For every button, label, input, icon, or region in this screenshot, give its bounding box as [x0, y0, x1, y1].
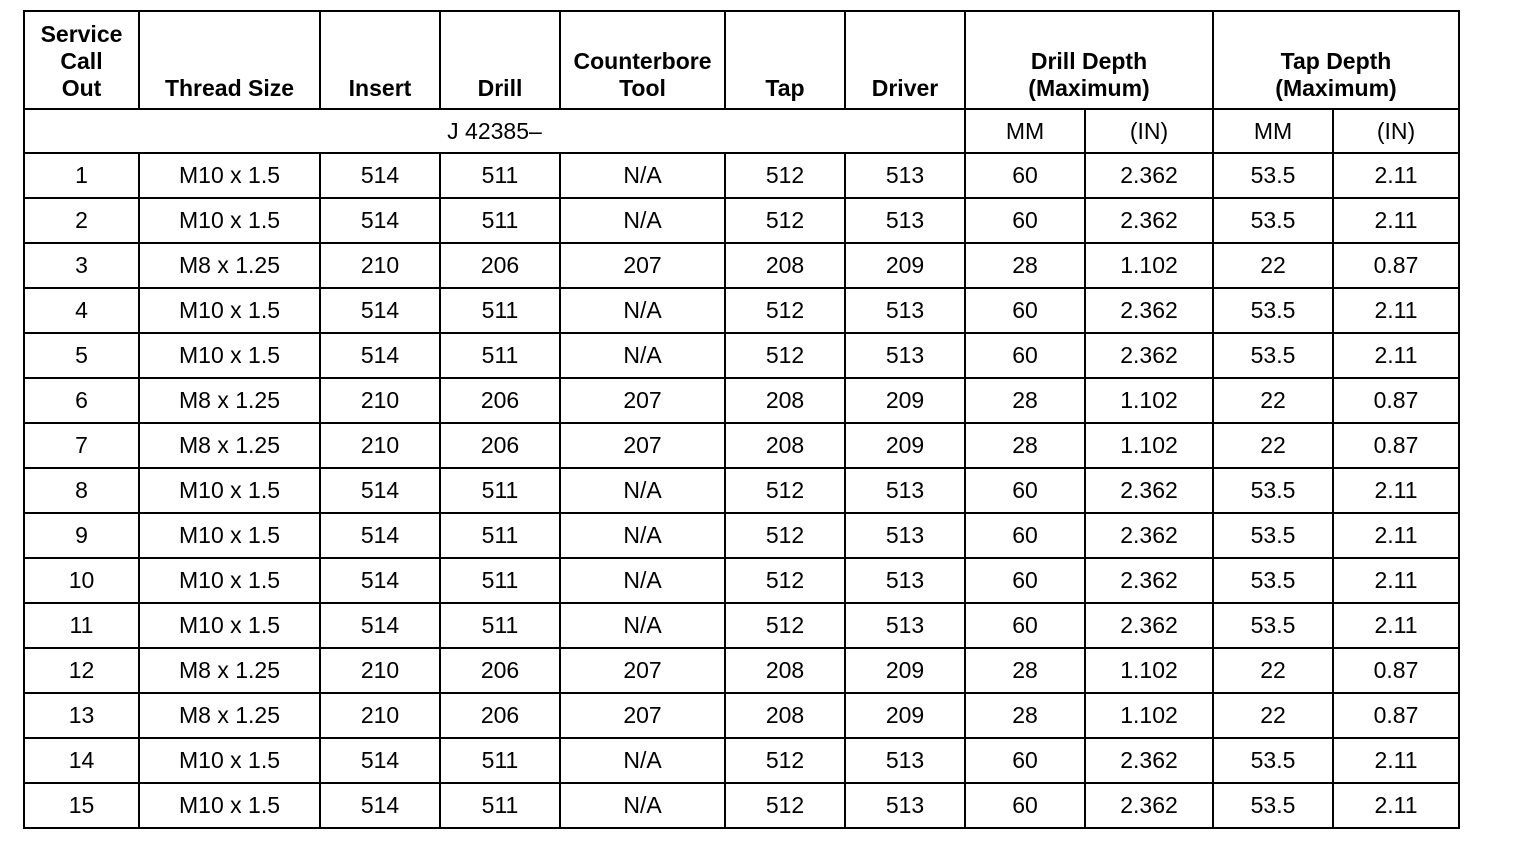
cell-drill-depth-in: 1.102 [1085, 648, 1213, 693]
cell-thread-size: M10 x 1.5 [139, 558, 320, 603]
cell-tap-depth-mm: 22 [1213, 693, 1333, 738]
cell-drill-depth-in: 1.102 [1085, 423, 1213, 468]
cell-drill: 206 [440, 693, 560, 738]
cell-drill-depth-mm: 60 [965, 288, 1085, 333]
cell-tap: 512 [725, 198, 845, 243]
cell-counterbore-tool: N/A [560, 153, 725, 198]
cell-driver: 513 [845, 603, 965, 648]
cell-insert: 514 [320, 603, 440, 648]
table-row [24, 603, 1459, 648]
cell-service-call-out: 7 [24, 423, 139, 468]
cell-thread-size: M10 x 1.5 [139, 333, 320, 378]
cell-drill-depth-in: 2.362 [1085, 288, 1213, 333]
cell-tap-depth-mm: 22 [1213, 243, 1333, 288]
cell-tap-depth-in: 2.11 [1333, 153, 1459, 198]
cell-drill-depth-mm: 28 [965, 378, 1085, 423]
table-row [24, 513, 1459, 558]
cell-tap-depth-in: 0.87 [1333, 378, 1459, 423]
table-row [24, 783, 1459, 828]
cell-drill-depth-in: 1.102 [1085, 693, 1213, 738]
cell-driver: 209 [845, 423, 965, 468]
cell-counterbore-tool: N/A [560, 513, 725, 558]
cell-drill-depth-mm: 60 [965, 513, 1085, 558]
cell-drill: 206 [440, 423, 560, 468]
cell-drill-depth-in: 2.362 [1085, 558, 1213, 603]
cell-counterbore-tool: N/A [560, 333, 725, 378]
cell-tap-depth-in: 2.11 [1333, 603, 1459, 648]
cell-thread-size: M8 x 1.25 [139, 243, 320, 288]
cell-thread-size: M10 x 1.5 [139, 603, 320, 648]
header-insert: Insert [320, 11, 440, 109]
cell-thread-size: M10 x 1.5 [139, 468, 320, 513]
cell-thread-size: M10 x 1.5 [139, 153, 320, 198]
tap-depth-mm-label: MM [1213, 109, 1333, 153]
cell-driver: 513 [845, 783, 965, 828]
header-service-call-out [24, 11, 139, 109]
table-row [24, 648, 1459, 693]
cell-insert: 514 [320, 333, 440, 378]
cell-service-call-out: 1 [24, 153, 139, 198]
cell-insert: 514 [320, 783, 440, 828]
cell-tap-depth-in: 0.87 [1333, 423, 1459, 468]
cell-thread-size: M10 x 1.5 [139, 513, 320, 558]
cell-driver: 209 [845, 378, 965, 423]
header-service-line-3: Out [61, 75, 102, 101]
table-row [24, 738, 1459, 783]
cell-tap: 512 [725, 738, 845, 783]
cell-driver: 513 [845, 468, 965, 513]
cell-tap-depth-mm: 53.5 [1213, 153, 1333, 198]
header-drill: Drill [440, 11, 560, 109]
cell-service-call-out: 4 [24, 288, 139, 333]
cell-tap-depth-in: 2.11 [1333, 783, 1459, 828]
cell-insert: 514 [320, 558, 440, 603]
cell-drill-depth-in: 2.362 [1085, 198, 1213, 243]
cell-tap-depth-in: 2.11 [1333, 333, 1459, 378]
cell-tap-depth-mm: 22 [1213, 648, 1333, 693]
cell-driver: 513 [845, 198, 965, 243]
cell-drill: 511 [440, 333, 560, 378]
cell-counterbore-tool: 207 [560, 648, 725, 693]
table-row [24, 243, 1459, 288]
cell-drill-depth-in: 2.362 [1085, 468, 1213, 513]
cell-service-call-out: 2 [24, 198, 139, 243]
cell-driver: 513 [845, 558, 965, 603]
cell-counterbore-tool: N/A [560, 558, 725, 603]
cell-service-call-out: 10 [24, 558, 139, 603]
cell-driver: 209 [845, 243, 965, 288]
header-tap: Tap [725, 11, 845, 109]
subheader-row [24, 109, 1459, 153]
cell-counterbore-tool: 207 [560, 378, 725, 423]
header-row [24, 11, 1459, 109]
cell-service-call-out: 11 [24, 603, 139, 648]
header-tap-depth-line-1: Tap Depth [1280, 48, 1392, 74]
header-counterbore-line-2: Tool [619, 75, 666, 101]
thread-repair-tool-table [23, 10, 1460, 829]
drill-depth-mm-label: MM [965, 109, 1085, 153]
cell-tap: 512 [725, 513, 845, 558]
cell-counterbore-tool: N/A [560, 603, 725, 648]
cell-thread-size: M8 x 1.25 [139, 648, 320, 693]
cell-driver: 513 [845, 333, 965, 378]
cell-drill: 511 [440, 288, 560, 333]
cell-drill: 511 [440, 153, 560, 198]
cell-tap: 208 [725, 693, 845, 738]
cell-thread-size: M8 x 1.25 [139, 378, 320, 423]
table-row [24, 333, 1459, 378]
table-container [23, 10, 1460, 829]
cell-counterbore-tool: 207 [560, 423, 725, 468]
cell-tap-depth-mm: 53.5 [1213, 288, 1333, 333]
table-row [24, 468, 1459, 513]
cell-drill: 511 [440, 783, 560, 828]
cell-tap-depth-mm: 53.5 [1213, 513, 1333, 558]
cell-service-call-out: 3 [24, 243, 139, 288]
cell-tap-depth-in: 2.11 [1333, 198, 1459, 243]
header-drill-depth [965, 11, 1213, 109]
header-counterbore-tool [560, 11, 725, 109]
cell-tap-depth-in: 0.87 [1333, 693, 1459, 738]
cell-tap-depth-in: 0.87 [1333, 243, 1459, 288]
header-tap-depth [1213, 11, 1459, 109]
cell-tap-depth-mm: 22 [1213, 423, 1333, 468]
cell-tap: 512 [725, 558, 845, 603]
cell-drill-depth-mm: 28 [965, 648, 1085, 693]
cell-insert: 514 [320, 513, 440, 558]
cell-tap: 512 [725, 288, 845, 333]
table-row [24, 558, 1459, 603]
cell-tap-depth-mm: 53.5 [1213, 603, 1333, 648]
cell-thread-size: M10 x 1.5 [139, 288, 320, 333]
cell-driver: 513 [845, 738, 965, 783]
cell-insert: 210 [320, 378, 440, 423]
cell-tap-depth-mm: 53.5 [1213, 738, 1333, 783]
tool-prefix: J 42385– [24, 109, 965, 153]
cell-tap-depth-in: 2.11 [1333, 468, 1459, 513]
table-row [24, 288, 1459, 333]
cell-tap-depth-in: 2.11 [1333, 738, 1459, 783]
cell-drill: 206 [440, 648, 560, 693]
cell-drill-depth-in: 2.362 [1085, 603, 1213, 648]
cell-counterbore-tool: 207 [560, 243, 725, 288]
cell-driver: 209 [845, 693, 965, 738]
header-counterbore-line-1: Counterbore [573, 48, 712, 74]
cell-drill: 206 [440, 378, 560, 423]
cell-drill-depth-in: 2.362 [1085, 153, 1213, 198]
cell-service-call-out: 6 [24, 378, 139, 423]
cell-drill-depth-mm: 60 [965, 558, 1085, 603]
header-drill-depth-line-1: Drill Depth [1030, 48, 1148, 74]
cell-insert: 210 [320, 423, 440, 468]
cell-thread-size: M8 x 1.25 [139, 423, 320, 468]
cell-drill-depth-mm: 60 [965, 738, 1085, 783]
table-row [24, 378, 1459, 423]
cell-drill: 206 [440, 243, 560, 288]
cell-tap-depth-mm: 53.5 [1213, 468, 1333, 513]
cell-tap: 512 [725, 153, 845, 198]
cell-insert: 514 [320, 468, 440, 513]
cell-drill-depth-in: 1.102 [1085, 378, 1213, 423]
cell-driver: 209 [845, 648, 965, 693]
header-driver: Driver [845, 11, 965, 109]
cell-counterbore-tool: N/A [560, 198, 725, 243]
cell-drill: 511 [440, 603, 560, 648]
cell-insert: 514 [320, 198, 440, 243]
cell-drill-depth-in: 2.362 [1085, 513, 1213, 558]
table-row [24, 693, 1459, 738]
cell-drill: 511 [440, 513, 560, 558]
cell-tap-depth-mm: 53.5 [1213, 333, 1333, 378]
header-service-line-2: Call [60, 48, 103, 74]
cell-drill: 511 [440, 738, 560, 783]
cell-service-call-out: 15 [24, 783, 139, 828]
cell-tap-depth-mm: 22 [1213, 378, 1333, 423]
cell-drill-depth-mm: 60 [965, 603, 1085, 648]
cell-drill: 511 [440, 558, 560, 603]
table-row [24, 423, 1459, 468]
cell-tap: 208 [725, 648, 845, 693]
cell-tap: 208 [725, 243, 845, 288]
cell-counterbore-tool: N/A [560, 738, 725, 783]
table-row [24, 198, 1459, 243]
cell-insert: 210 [320, 693, 440, 738]
cell-thread-size: M10 x 1.5 [139, 198, 320, 243]
cell-drill-depth-mm: 60 [965, 333, 1085, 378]
cell-drill-depth-in: 2.362 [1085, 783, 1213, 828]
cell-drill-depth-in: 2.362 [1085, 738, 1213, 783]
cell-tap-depth-in: 2.11 [1333, 288, 1459, 333]
cell-drill-depth-in: 1.102 [1085, 243, 1213, 288]
cell-tap-depth-in: 2.11 [1333, 558, 1459, 603]
cell-drill: 511 [440, 468, 560, 513]
cell-drill-depth-in: 2.362 [1085, 333, 1213, 378]
cell-insert: 210 [320, 648, 440, 693]
cell-counterbore-tool: N/A [560, 783, 725, 828]
table-row [24, 153, 1459, 198]
cell-drill-depth-mm: 60 [965, 783, 1085, 828]
cell-tap-depth-mm: 53.5 [1213, 783, 1333, 828]
cell-service-call-out: 13 [24, 693, 139, 738]
cell-tap: 208 [725, 423, 845, 468]
cell-drill-depth-mm: 28 [965, 693, 1085, 738]
cell-service-call-out: 5 [24, 333, 139, 378]
cell-tap-depth-mm: 53.5 [1213, 558, 1333, 603]
cell-tap: 512 [725, 468, 845, 513]
cell-driver: 513 [845, 288, 965, 333]
cell-tap: 208 [725, 378, 845, 423]
cell-tap-depth-in: 0.87 [1333, 648, 1459, 693]
header-thread-size: Thread Size [139, 11, 320, 109]
cell-insert: 514 [320, 288, 440, 333]
cell-driver: 513 [845, 153, 965, 198]
drill-depth-in-label: (IN) [1085, 109, 1213, 153]
cell-drill: 511 [440, 198, 560, 243]
cell-tap: 512 [725, 333, 845, 378]
cell-counterbore-tool: N/A [560, 468, 725, 513]
table-body [24, 153, 1459, 828]
cell-driver: 513 [845, 513, 965, 558]
cell-tap: 512 [725, 783, 845, 828]
cell-insert: 514 [320, 738, 440, 783]
cell-insert: 210 [320, 243, 440, 288]
cell-tap: 512 [725, 603, 845, 648]
header-service-line-1: Service [40, 21, 123, 47]
header-drill-depth-line-2: (Maximum) [1028, 75, 1150, 101]
cell-insert: 514 [320, 153, 440, 198]
cell-thread-size: M8 x 1.25 [139, 693, 320, 738]
cell-service-call-out: 12 [24, 648, 139, 693]
tap-depth-in-label: (IN) [1333, 109, 1459, 153]
cell-tap-depth-mm: 53.5 [1213, 198, 1333, 243]
cell-service-call-out: 8 [24, 468, 139, 513]
cell-counterbore-tool: N/A [560, 288, 725, 333]
cell-drill-depth-mm: 60 [965, 198, 1085, 243]
cell-tap-depth-in: 2.11 [1333, 513, 1459, 558]
cell-service-call-out: 9 [24, 513, 139, 558]
cell-drill-depth-mm: 28 [965, 243, 1085, 288]
cell-drill-depth-mm: 60 [965, 468, 1085, 513]
cell-counterbore-tool: 207 [560, 693, 725, 738]
cell-thread-size: M10 x 1.5 [139, 783, 320, 828]
cell-thread-size: M10 x 1.5 [139, 738, 320, 783]
cell-drill-depth-mm: 28 [965, 423, 1085, 468]
cell-drill-depth-mm: 60 [965, 153, 1085, 198]
cell-service-call-out: 14 [24, 738, 139, 783]
header-tap-depth-line-2: (Maximum) [1275, 75, 1397, 101]
